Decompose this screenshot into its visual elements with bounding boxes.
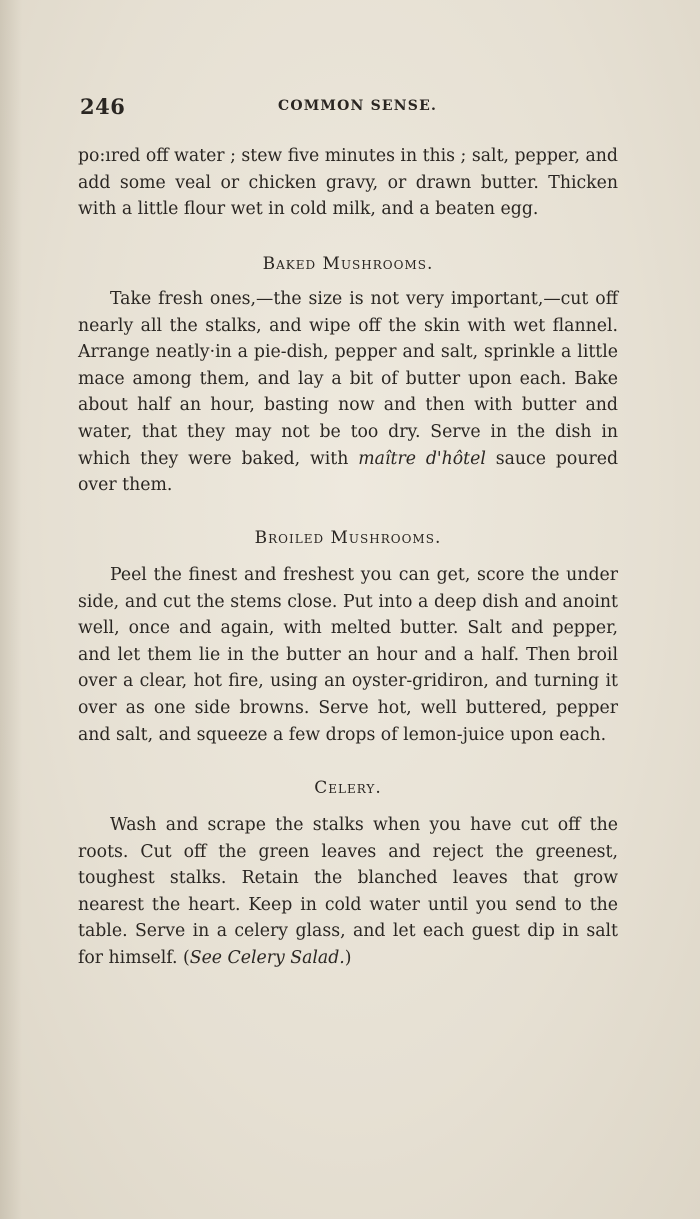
intro-text: po:ıred off water ; stew five minutes in this ; salt, pepper, and add some veal or chicken gravy, or drawn butter. Thicken with a little flour wet in cold milk, and a beaten egg. <box>78 146 618 220</box>
celery-paragraph <box>78 812 618 972</box>
running-head: COMMON SENSE. <box>278 98 438 114</box>
baked-text-part2: sauce poured over them. <box>78 448 619 496</box>
baked-italic-term: maître d'hôtel <box>358 448 486 469</box>
baked-text-part1: Take fresh ones,—the size is not very important,—cut off nearly all the stalks, and wipe off the skin with wet flannel. Arrange neatly·in a pie-dish, pepper and salt, sprinkle a little mace among them, and lay a bit of butter upon each. Bake about half an hour, basting now and then with butter and water, that they may not be too dry. Serve in the dish in which they were baked, with <box>78 289 618 469</box>
broiled-mushrooms-text: Peel the finest and freshest you can get, score the under side, and cut the stems close. Put into a deep dish and anoint well, once and again, with melted butter. Salt and pepper, and let them lie in the butter an hour and a half. Then broil over a clear, hot fire, using an oyster-gridiron, and turning it over as one side browns. Serve hot, well buttered, pepper and salt, and squeeze a few drops of lemon-juice upon each. <box>78 565 618 745</box>
broiled-mushrooms-paragraph <box>78 562 618 748</box>
celery-text-part1: Wash and scrape the stalks when you have cut off the roots. Cut off the green leaves and reject the greenest, toughest stalks. Retain the blanched leaves that grow nearest the heart. Keep in cold water until you send to the table. Serve in a celery glass, and let each guest dip in salt for himself. ( <box>78 815 618 968</box>
celery-italic-reference: See Celery Salad. <box>189 947 345 968</box>
page-header <box>80 94 620 124</box>
intro-paragraph <box>78 143 618 223</box>
heading-celery: Celery. <box>314 778 382 798</box>
heading-broiled-mushrooms: Broiled Mushrooms. <box>254 528 442 548</box>
baked-mushrooms-text <box>78 286 618 499</box>
celery-text <box>78 812 618 972</box>
page-number: 246 <box>80 94 126 119</box>
baked-mushrooms-paragraph <box>78 286 618 499</box>
heading-baked-mushrooms: Baked Mushrooms. <box>262 254 434 274</box>
celery-text-part2: ) <box>344 947 352 968</box>
